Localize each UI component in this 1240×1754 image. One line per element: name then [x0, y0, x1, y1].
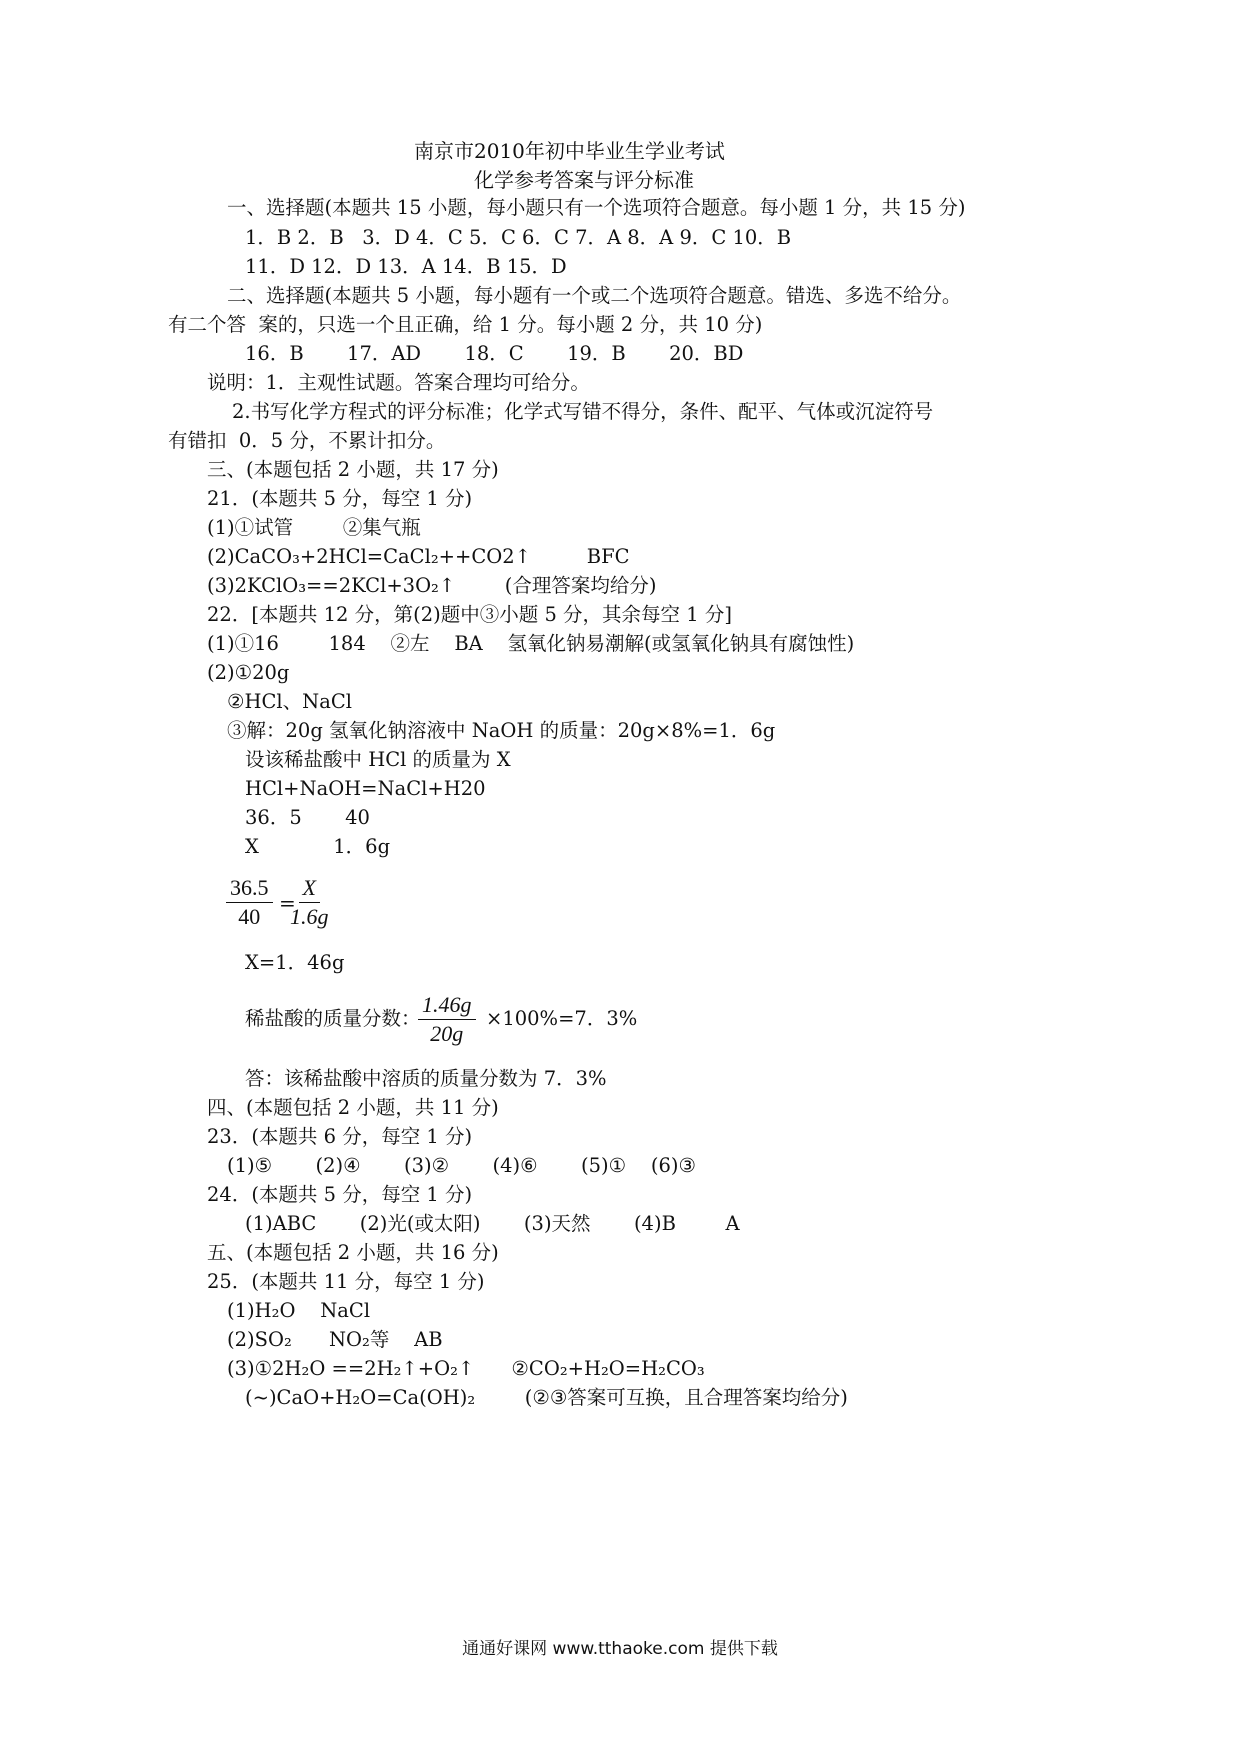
fraction-numerator: 1.46g	[418, 991, 476, 1020]
answer-line: (~)CaO+H₂O=Ca(OH)₂ (②③答案可互换，且合理答案均给分)	[245, 1386, 848, 1409]
fraction-denominator: 1.6g	[290, 904, 329, 929]
note-line: 2.书写化学方程式的评分标准；化学式写错不得分，条件、配平、气体或沉淀符号	[232, 400, 934, 423]
text-line: 有二个答 案的，只选一个且正确，给 1 分。每小题 2 分，共 10 分)	[168, 313, 763, 336]
section-heading: 一、选择题(本题共 15 小题，每小题只有一个选项符合题意。每小题 1 分，共 15 分)	[227, 196, 966, 219]
fraction-numerator: X	[299, 874, 320, 903]
answer-line: (2)CaCO₃+2HCl=CaCl₂++CO2↑ BFC	[207, 545, 630, 568]
section-heading: 三、(本题包括 2 小题，共 17 分)	[207, 458, 499, 481]
answer-line: (3)①2H₂O ==2H₂↑+O₂↑ ②CO₂+H₂O=H₂CO₃	[227, 1357, 705, 1380]
section-heading: 二、选择题(本题共 5 小题，每小题有一个或二个选项符合题意。错选、多选不给分。	[227, 284, 962, 307]
answer-line: 11．D 12．D 13．A 14．B 15．D	[245, 255, 567, 278]
answer-line: ③解：20g 氢氧化钠溶液中 NaOH 的质量：20g×8%=1．6g	[227, 719, 776, 742]
answer-line: (2)SO₂ NO₂等 AB	[227, 1328, 443, 1351]
question-heading: 25．(本题共 11 分，每空 1 分)	[207, 1270, 485, 1293]
answer-line: (1)ABC (2)光(或太阳) (3)天然 (4)B A	[245, 1212, 740, 1235]
equation-line: HCl+NaOH=NaCl+H20	[245, 777, 486, 800]
equation-line: 36．5 40	[245, 806, 370, 829]
answer-line: 稀盐酸的质量分数：	[245, 1007, 421, 1030]
answer-line: 答：该稀盐酸中溶质的质量分数为 7．3%	[245, 1067, 607, 1090]
fraction-left	[226, 874, 273, 931]
answer-line: (1)①16 184 ②左 BA 氢氧化钠易潮解(或氢氧化钠具有腐蚀性)	[207, 632, 855, 655]
question-heading: 24．(本题共 5 分，每空 1 分)	[207, 1183, 473, 1206]
section-heading: 五、(本题包括 2 小题，共 16 分)	[207, 1241, 499, 1264]
fraction-numerator: 36.5	[226, 874, 273, 903]
answer-line: X=1．46g	[245, 951, 345, 974]
answer-line: 设该稀盐酸中 HCl 的质量为 X	[245, 748, 511, 771]
answer-line: 1．B 2．B 3．D 4．C 5．C 6．C 7．A 8．A 9．C 10．B	[245, 226, 792, 249]
document-title: 南京市2010年初中毕业生学业考试	[414, 139, 725, 163]
section-heading: 四、(本题包括 2 小题，共 11 分)	[207, 1096, 499, 1119]
answer-line: (1)①试管 ②集气瓶	[207, 516, 421, 539]
answer-line: (1)⑤ (2)④ (3)② (4)⑥ (5)① (6)③	[227, 1154, 696, 1177]
equals-sign: =	[279, 891, 296, 915]
document-subtitle: 化学参考答案与评分标准	[474, 168, 694, 192]
answer-line: ②HCl、NaCl	[227, 690, 352, 713]
question-heading: 21．(本题共 5 分，每空 1 分)	[207, 487, 473, 510]
equation-line: X 1．6g	[245, 835, 391, 858]
answer-line: ×100%=7．3%	[486, 1007, 638, 1030]
note-line: 说明：1．主观性试题。答案合理均可给分。	[207, 371, 590, 394]
answer-line: (3)2KClO₃==2KCl+3O₂↑ (合理答案均给分)	[207, 574, 657, 597]
fraction-right	[286, 874, 333, 931]
footer-source: 通通好课网 www.tthaoke.com 提供下载	[462, 1639, 778, 1659]
answer-line: (2)①20g	[207, 661, 290, 684]
fraction-denominator: 40	[238, 904, 261, 929]
question-heading: 23．(本题共 6 分，每空 1 分)	[207, 1125, 473, 1148]
note-line: 有错扣 0．5 分，不累计扣分。	[168, 429, 446, 452]
fraction-mass-percent	[418, 991, 476, 1048]
answer-line: 16．B 17．AD 18．C 19．B 20．BD	[245, 342, 744, 365]
fraction-denominator: 20g	[430, 1021, 464, 1046]
question-heading: 22．[本题共 12 分，第(2)题中③小题 5 分，其余每空 1 分]	[207, 603, 732, 626]
answer-line: (1)H₂O NaCl	[227, 1299, 371, 1322]
